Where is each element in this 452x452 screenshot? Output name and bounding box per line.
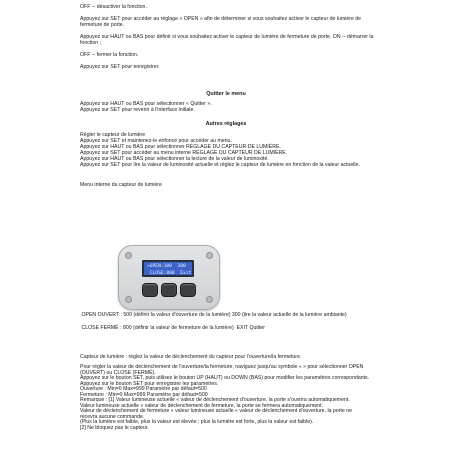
device-button-left (142, 283, 158, 297)
lcd-line-open: »OPEN:100 300 (147, 264, 186, 269)
screw-icon (206, 252, 213, 259)
screw-icon (125, 252, 132, 259)
heading-other-settings: Autres réglages (205, 121, 247, 127)
lcd-display (142, 260, 194, 277)
heading-quit-menu: Quitter le menu (206, 91, 246, 97)
screw-icon (206, 296, 213, 303)
text-sensor-intro: Capteur de lumière : réglez la valeur de déclenchement du capteur pour l'ouverture/la fermeture. (80, 354, 302, 360)
device-button-right (180, 283, 196, 297)
text-menu-label: Menu interne du capteur de lumière (80, 182, 162, 188)
text-quit-body: Appuyez sur HAUT ou BAS pour sélectionner « Quitter ». Appuyez sur SET pour revenir à l'interface initiale. (80, 101, 212, 114)
text-set-open: Appuyez sur SET pour accéder au réglage « OPEN » afin de déterminer si vous souhaitez activer le capteur de lumière de fermeture de porte. (80, 16, 363, 29)
text-off-disable: OFF -- désactiver la fonction. (80, 4, 147, 10)
text-sensor-body: Pour régler la valeur de déclenchement de l'ouverture/la fermeture, naviguez jusqu'au symbole « » pour sélectionner OPEN (OUVERT) ou CLOSE (FERMÉ). Appuyez sur le bouton SET, puis utilisez le bouton UP (HAUT) ou DOWN (BAS) pour modifier les paramètres correspondants. Appuyez sur le bouton SET pour enregistrer les paramètres. Ouverture : Min=0 Max=999 Paramètre par défaut=500 Fermeture : Min=0 Max=999 Paramètre par défaut=500 Remarque : [1] Valeur lumineuse actuelle « valeur de déclenchement d'ouverture, la porte s'ouvrira automatiquement. Valeur lumineuse actuelle » valeur de déclenchement de fermeture, la porte se fermera automatiquement. Valeur de déclenchement de fermeture « valeur lumineuse actuelle « valeur de déclenchement d'ouverture, la porte ne recevra aucune commande. (Plus la lumière est faible, plus la valeur est élevée ; plus la lumière est forte, plus la valeur est faible). [2] Ne bloquez pas le capteur. (80, 364, 370, 432)
text-set-save: Appuyez sur SET pour enregistrer. (80, 64, 160, 70)
text-open-description: OPEN OUVERT : 500 (définir la valeur d'ouverture de la lumière) 300 (lire la valeur actuelle de la lumière ambiante) (80, 312, 347, 318)
lcd-line-close: CLOSE:800 Exit (147, 271, 192, 276)
text-close-description: CLOSE FERMÉ : 800 (définir la valeur de fermeture de la lumière) EXIT Quitter (80, 325, 266, 331)
light-sensor-device-image (118, 245, 220, 310)
screw-icon (125, 296, 132, 303)
device-button-middle (161, 283, 177, 297)
text-off-close: OFF -- fermer la fonction. (80, 52, 139, 58)
text-up-down-on: Appuyez sur HAUT ou BAS pour définir si vous souhaitez activer le capteur de lumière de fermeture de porte. ON -- démarrer la fonction ; (80, 34, 375, 47)
text-other-body: Régler le capteur de lumière Appuyez sur SET et maintenez-le enfoncé pour accéder au menu. Appuyez sur HAUT ou BAS pour sélectionner RÉGLAGE DU CAPTEUR DE LUMIÈRE. Appuyez sur SET pour accéder au menu interne RÉGLAGE DU CAPTEUR DE LUMIÈRE. Appuyez sur HAUT ou BAS pour sélectionner la lecture de la valeur de luminosité. Appuyez sur SET pour lire la valeur de luminosité actuelle et réglez le capteur de lumière en fonction de la valeur actuelle. (80, 132, 360, 168)
